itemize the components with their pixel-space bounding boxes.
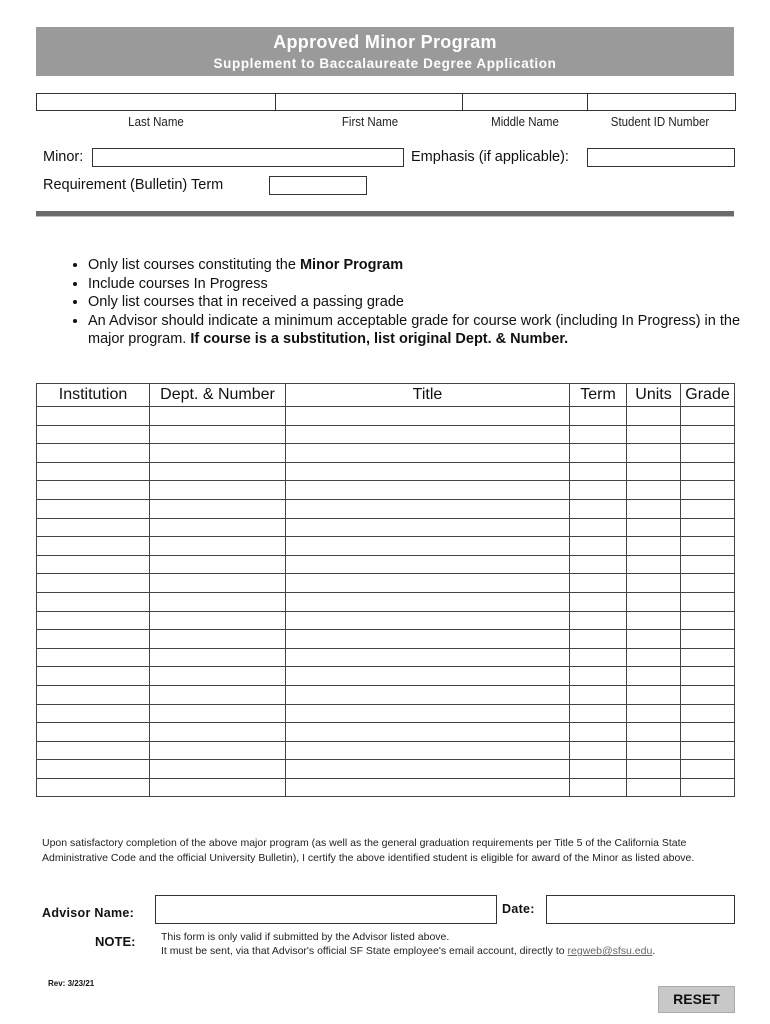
- institution-cell[interactable]: [37, 778, 150, 797]
- grade-cell[interactable]: [681, 741, 735, 760]
- title-cell[interactable]: [286, 555, 570, 574]
- grade-cell[interactable]: [681, 499, 735, 518]
- table-row: [37, 630, 735, 649]
- title-cell[interactable]: [286, 462, 570, 481]
- term-cell[interactable]: [570, 518, 627, 537]
- title-cell[interactable]: [286, 499, 570, 518]
- institution-cell[interactable]: [37, 630, 150, 649]
- term-cell[interactable]: [570, 425, 627, 444]
- table-row: [37, 425, 735, 444]
- units-cell[interactable]: [627, 537, 681, 556]
- title-header: Title: [286, 384, 570, 407]
- institution-cell[interactable]: [37, 611, 150, 630]
- revision-label: Rev: 3/23/21: [48, 979, 95, 988]
- grade-cell[interactable]: [681, 704, 735, 723]
- grade-cell[interactable]: [681, 648, 735, 667]
- term-cell[interactable]: [570, 481, 627, 500]
- term-cell[interactable]: [570, 723, 627, 742]
- term-cell[interactable]: [570, 760, 627, 779]
- term-cell[interactable]: [570, 704, 627, 723]
- institution-cell[interactable]: [37, 499, 150, 518]
- reset-button[interactable]: RESET: [658, 986, 735, 1013]
- table-row: [37, 760, 735, 779]
- student-id-label: Student ID Number: [610, 115, 710, 129]
- dept-number-cell[interactable]: [150, 481, 286, 500]
- institution-cell[interactable]: [37, 741, 150, 760]
- table-row: [37, 537, 735, 556]
- instruction-item: • Only list courses constituting the Minor Program: [88, 256, 768, 275]
- table-row: [37, 741, 735, 760]
- units-header: Units: [627, 384, 681, 407]
- title-cell[interactable]: [286, 741, 570, 760]
- dept-number-cell[interactable]: [150, 741, 286, 760]
- title-cell[interactable]: [286, 611, 570, 630]
- dept-number-cell[interactable]: [150, 704, 286, 723]
- institution-cell[interactable]: [37, 685, 150, 704]
- units-cell[interactable]: [627, 462, 681, 481]
- table-row: [37, 407, 735, 426]
- table-row: [37, 574, 735, 593]
- table-row: [37, 685, 735, 704]
- institution-header: Institution: [37, 384, 150, 407]
- title-cell[interactable]: [286, 444, 570, 463]
- middle-name-field[interactable]: [462, 93, 588, 111]
- grade-cell[interactable]: [681, 630, 735, 649]
- form-header: [36, 27, 734, 76]
- term-cell[interactable]: [570, 444, 627, 463]
- title-cell[interactable]: [286, 778, 570, 797]
- grade-cell[interactable]: [681, 407, 735, 426]
- title-cell[interactable]: [286, 574, 570, 593]
- instruction-item: • Only list courses that in received a passing grade: [88, 293, 768, 312]
- units-cell[interactable]: [627, 481, 681, 500]
- term-cell[interactable]: [570, 537, 627, 556]
- note-text: [161, 930, 655, 958]
- units-cell[interactable]: [627, 704, 681, 723]
- minor-field[interactable]: [92, 148, 404, 167]
- term-cell[interactable]: [570, 555, 627, 574]
- grade-cell[interactable]: [681, 425, 735, 444]
- title-cell[interactable]: [286, 723, 570, 742]
- requirement-term-label: Requirement (Bulletin) Term: [43, 177, 224, 193]
- units-cell[interactable]: [627, 723, 681, 742]
- institution-cell[interactable]: [37, 667, 150, 686]
- dept-number-cell[interactable]: [150, 444, 286, 463]
- table-row: [37, 518, 735, 537]
- grade-cell[interactable]: [681, 518, 735, 537]
- institution-cell[interactable]: [37, 444, 150, 463]
- table-row: [37, 778, 735, 797]
- grade-cell[interactable]: [681, 481, 735, 500]
- units-cell[interactable]: [627, 611, 681, 630]
- units-cell[interactable]: [627, 648, 681, 667]
- term-cell[interactable]: [570, 778, 627, 797]
- title-cell[interactable]: [286, 648, 570, 667]
- term-cell[interactable]: [570, 741, 627, 760]
- institution-cell[interactable]: [37, 723, 150, 742]
- grade-cell[interactable]: [681, 555, 735, 574]
- requirement-term-field[interactable]: [269, 176, 367, 195]
- dept-number-cell[interactable]: [150, 630, 286, 649]
- last-name-field[interactable]: [36, 93, 276, 111]
- term-cell[interactable]: [570, 648, 627, 667]
- table-row: [37, 592, 735, 611]
- certification-text: Upon satisfactory completion of the above major program (as well as the general graduation requirements per Title 5 of the California State Administrative Code and the official University Bulletin), I certify the above identified student is eligible for award of the Minor as listed above.: [42, 837, 695, 864]
- units-cell[interactable]: [627, 444, 681, 463]
- table-row: [37, 499, 735, 518]
- institution-cell[interactable]: [37, 592, 150, 611]
- middle-name-label: Middle Name: [491, 115, 559, 129]
- grade-cell[interactable]: [681, 611, 735, 630]
- institution-cell[interactable]: [37, 760, 150, 779]
- dept-number-cell[interactable]: [150, 760, 286, 779]
- minor-label: Minor:: [43, 149, 84, 165]
- institution-cell[interactable]: [37, 425, 150, 444]
- note-label: NOTE:: [95, 934, 136, 949]
- grade-cell[interactable]: [681, 574, 735, 593]
- student-id-field[interactable]: [587, 93, 736, 111]
- units-cell[interactable]: [627, 760, 681, 779]
- title-cell[interactable]: [286, 537, 570, 556]
- emphasis-label: Emphasis (if applicable):: [411, 149, 569, 165]
- grade-cell[interactable]: [681, 592, 735, 611]
- term-cell[interactable]: [570, 407, 627, 426]
- units-cell[interactable]: [627, 667, 681, 686]
- grade-cell[interactable]: [681, 723, 735, 742]
- units-cell[interactable]: [627, 778, 681, 797]
- institution-cell[interactable]: [37, 648, 150, 667]
- institution-cell[interactable]: [37, 574, 150, 593]
- table-row: [37, 444, 735, 463]
- title-cell[interactable]: [286, 425, 570, 444]
- institution-cell[interactable]: [37, 518, 150, 537]
- institution-cell[interactable]: [37, 462, 150, 481]
- grade-cell[interactable]: [681, 667, 735, 686]
- note-line-1: This form is only valid if submitted by the Advisor listed above.: [161, 931, 450, 943]
- table-row: [37, 555, 735, 574]
- dept-number-cell[interactable]: [150, 574, 286, 593]
- note-line-2: It must be sent, via that Advisor's official SF State employee's email account, directly to regweb@sfsu.edu.: [161, 945, 656, 957]
- table-row: [37, 481, 735, 500]
- date-field[interactable]: [546, 895, 735, 924]
- table-row: [37, 611, 735, 630]
- units-cell[interactable]: [627, 425, 681, 444]
- course-table: [36, 383, 735, 797]
- dept-number-cell[interactable]: [150, 407, 286, 426]
- table-row: [37, 667, 735, 686]
- term-cell[interactable]: [570, 462, 627, 481]
- dept-number-cell[interactable]: [150, 537, 286, 556]
- title-cell[interactable]: [286, 518, 570, 537]
- dept-number-cell[interactable]: [150, 425, 286, 444]
- instruction-item: • Include courses In Progress: [88, 275, 768, 294]
- title-cell[interactable]: [286, 407, 570, 426]
- dept-number-cell[interactable]: [150, 611, 286, 630]
- title-cell[interactable]: [286, 667, 570, 686]
- dept-number-cell[interactable]: [150, 592, 286, 611]
- table-header-row: [37, 384, 735, 407]
- instructions-list: [60, 256, 768, 349]
- dept-number-cell[interactable]: [150, 555, 286, 574]
- title-cell[interactable]: [286, 630, 570, 649]
- term-cell[interactable]: [570, 499, 627, 518]
- units-cell[interactable]: [627, 592, 681, 611]
- units-cell[interactable]: [627, 574, 681, 593]
- term-header: Term: [570, 384, 627, 407]
- advisor-name-label: Advisor Name:: [42, 906, 135, 920]
- units-cell[interactable]: [627, 555, 681, 574]
- units-cell[interactable]: [627, 518, 681, 537]
- date-label: Date:: [502, 902, 535, 916]
- dept-number-cell[interactable]: [150, 518, 286, 537]
- table-row: [37, 648, 735, 667]
- grade-cell[interactable]: [681, 537, 735, 556]
- emphasis-field[interactable]: [587, 148, 735, 167]
- units-cell[interactable]: [627, 685, 681, 704]
- grade-cell[interactable]: [681, 778, 735, 797]
- title-cell[interactable]: [286, 760, 570, 779]
- email-link[interactable]: regweb@sfsu.edu: [567, 945, 653, 957]
- term-cell[interactable]: [570, 611, 627, 630]
- title-cell[interactable]: [286, 592, 570, 611]
- dept-number-cell[interactable]: [150, 648, 286, 667]
- term-cell[interactable]: [570, 685, 627, 704]
- institution-cell[interactable]: [37, 704, 150, 723]
- institution-cell[interactable]: [37, 481, 150, 500]
- term-cell[interactable]: [570, 592, 627, 611]
- instruction-item: • An Advisor should indicate a minimum acceptable grade for course work (including In Progress) in the major program. If course is a substitution, list original Dept. & Number.: [88, 312, 768, 349]
- dept-number-cell[interactable]: [150, 667, 286, 686]
- grade-header: Grade: [681, 384, 735, 407]
- institution-cell[interactable]: [37, 555, 150, 574]
- dept-number-cell[interactable]: [150, 685, 286, 704]
- advisor-name-field[interactable]: [155, 895, 497, 924]
- institution-cell[interactable]: [37, 407, 150, 426]
- grade-cell[interactable]: [681, 462, 735, 481]
- units-cell[interactable]: [627, 630, 681, 649]
- units-cell[interactable]: [627, 499, 681, 518]
- dept-number-cell[interactable]: [150, 462, 286, 481]
- grade-cell[interactable]: [681, 444, 735, 463]
- course-table-body: [37, 407, 735, 797]
- last-name-label: Last Name: [128, 115, 184, 129]
- title-cell[interactable]: [286, 704, 570, 723]
- first-name-field[interactable]: [275, 93, 463, 111]
- title-cell[interactable]: [286, 685, 570, 704]
- first-name-label: First Name: [341, 115, 399, 129]
- term-cell[interactable]: [570, 630, 627, 649]
- term-cell[interactable]: [570, 574, 627, 593]
- form-subtitle: Supplement to Baccalaureate Degree Application: [213, 56, 557, 71]
- section-divider: [36, 211, 734, 217]
- term-cell[interactable]: [570, 667, 627, 686]
- form-title: Approved Minor Program: [273, 32, 497, 52]
- grade-cell[interactable]: [681, 760, 735, 779]
- table-row: [37, 723, 735, 742]
- title-cell[interactable]: [286, 481, 570, 500]
- table-row: [37, 704, 735, 723]
- dept-number-cell[interactable]: [150, 499, 286, 518]
- table-row: [37, 462, 735, 481]
- dept-number-cell[interactable]: [150, 778, 286, 797]
- units-cell[interactable]: [627, 741, 681, 760]
- units-cell[interactable]: [627, 407, 681, 426]
- grade-cell[interactable]: [681, 685, 735, 704]
- dept-number-cell[interactable]: [150, 723, 286, 742]
- institution-cell[interactable]: [37, 537, 150, 556]
- dept-number-header: Dept. & Number: [150, 384, 286, 407]
